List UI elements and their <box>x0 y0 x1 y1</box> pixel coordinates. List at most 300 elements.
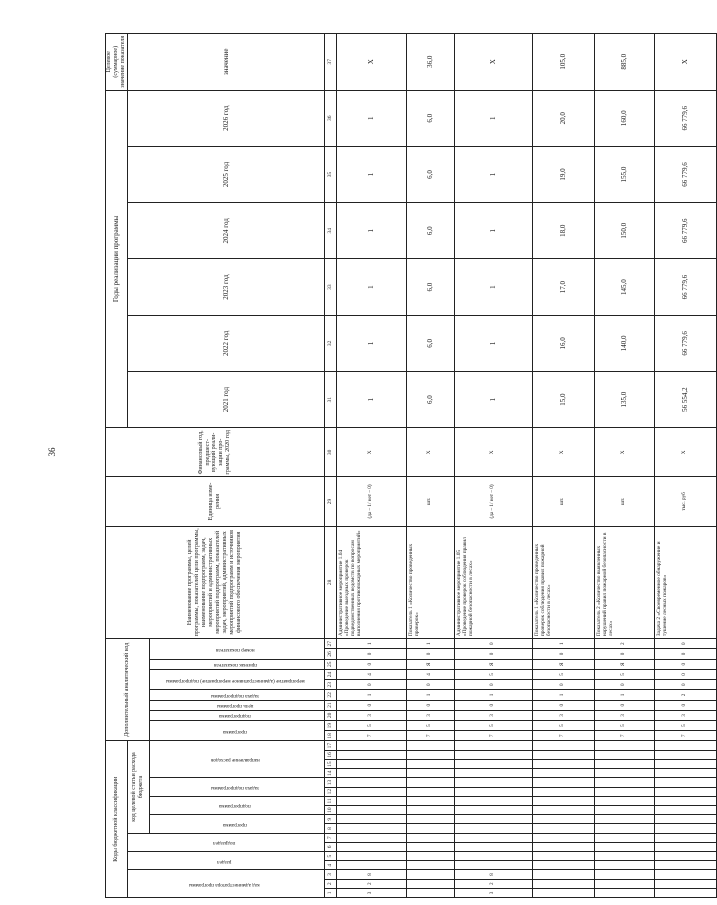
column-index-cell: 29 <box>324 477 336 526</box>
add-code-program-1: 7 <box>654 731 716 741</box>
budget-code-cell <box>594 796 654 805</box>
add-code-measure-2: 5 <box>594 669 654 679</box>
admin-code-digit: 8 <box>336 870 406 879</box>
column-index-cell: 33 <box>324 259 336 315</box>
budget-code-cell <box>406 750 454 759</box>
add-code-indicator-num-1: 0 <box>654 649 716 659</box>
header-years-group: Годы реализации программы <box>106 90 128 428</box>
add-code-program-1: 7 <box>532 731 594 741</box>
add-code-measure-1: 0 <box>336 680 406 690</box>
budget-code-cell <box>532 759 594 768</box>
add-code-program-2: 5 <box>406 721 454 731</box>
add-code-goal: 0 <box>594 700 654 710</box>
add-code-indicator-num-2: 0 <box>654 639 716 649</box>
budget-code-cell <box>594 741 654 750</box>
column-index-cell: 13 <box>324 778 336 787</box>
header-subsection: подраздел <box>127 833 324 851</box>
row-unit: (да – 1/ нет – 0) <box>336 477 406 526</box>
admin-code-digit: 8 <box>454 870 532 879</box>
table-body <box>336 34 716 898</box>
column-index-cell: 23 <box>324 680 336 690</box>
budget-code-cell <box>454 741 532 750</box>
budget-code-cell <box>594 787 654 796</box>
row-year-value: 1 <box>336 371 406 427</box>
budget-code-cell <box>532 815 594 824</box>
budget-code-cell <box>336 769 406 778</box>
budget-code-cell <box>406 851 454 860</box>
budget-code-cell <box>594 815 654 824</box>
column-index-cell: 8 <box>324 824 336 833</box>
row-base-year: Х <box>336 428 406 477</box>
add-code-program-1: 7 <box>594 731 654 741</box>
row-year-value: 1 <box>454 90 532 146</box>
add-code-indicator-sign: 0 <box>336 659 406 669</box>
header-year-2022: 2022 год <box>127 315 324 371</box>
add-code-indicator-num-2: 1 <box>532 639 594 649</box>
column-index-cell: 4 <box>324 861 336 870</box>
budget-code-cell <box>406 769 454 778</box>
header-add-indicator-num: номер показателя <box>149 639 324 660</box>
budget-code-cell <box>594 833 654 842</box>
add-code-measure-2: 4 <box>336 669 406 679</box>
header-add-program: программа <box>149 721 324 741</box>
row-unit: (да – 1/ нет – 0) <box>454 477 532 526</box>
add-code-indicator-num-2: 1 <box>406 639 454 649</box>
row-year-value: 17,0 <box>532 259 594 315</box>
header-add-indicator-sign: признак показателя <box>149 659 324 669</box>
header-total-value: значение <box>127 34 324 91</box>
budget-code-cell <box>336 759 406 768</box>
header-base-year: Финансовый год, предшест-вующий реали-зации про-граммы, 2020 год <box>106 428 325 477</box>
budget-code-cell <box>406 796 454 805</box>
budget-code-cell <box>454 815 532 824</box>
table-row <box>532 34 594 898</box>
row-year-value: 15,0 <box>532 371 594 427</box>
add-code-task: 1 <box>406 690 454 700</box>
row-year-value: 1 <box>336 90 406 146</box>
add-code-subprogram: 3 <box>454 710 532 720</box>
column-index-cell: 5 <box>324 851 336 860</box>
admin-code-digit <box>532 870 594 879</box>
add-code-program-2: 5 <box>594 721 654 731</box>
row-base-year: Х <box>594 428 654 477</box>
row-year-value: 66 779,6 <box>654 315 716 371</box>
budget-code-cell <box>654 778 716 787</box>
budget-code-cell <box>594 861 654 870</box>
column-index-cell: 22 <box>324 690 336 700</box>
row-year-value: 20,0 <box>532 90 594 146</box>
row-year-value: 1 <box>454 371 532 427</box>
header-add-subprogram: подпрограмма <box>149 710 324 720</box>
table-row <box>454 34 532 898</box>
add-code-indicator-num-2: 2 <box>594 639 654 649</box>
column-index-cell: 3 <box>324 870 336 879</box>
admin-code-digit: 2 <box>336 879 406 888</box>
add-code-subprogram: 3 <box>532 710 594 720</box>
add-code-measure-1: 0 <box>532 680 594 690</box>
budget-code-cell <box>454 750 532 759</box>
add-code-indicator-num-1: 0 <box>454 649 532 659</box>
add-code-measure-1: 0 <box>594 680 654 690</box>
budget-code-cell <box>454 842 532 851</box>
column-index-cell: 32 <box>324 315 336 371</box>
budget-code-cell <box>654 805 716 814</box>
column-index-cell: 21 <box>324 700 336 710</box>
row-total: 105,0 <box>532 34 594 91</box>
row-unit: шт. <box>594 477 654 526</box>
table-row <box>406 34 454 898</box>
budget-code-cell <box>654 815 716 824</box>
add-code-indicator-sign: Я <box>406 659 454 669</box>
column-index-cell: 14 <box>324 769 336 778</box>
budget-code-cell <box>654 824 716 833</box>
add-code-indicator-num-1: 0 <box>594 649 654 659</box>
budget-code-cell <box>594 759 654 768</box>
row-year-value: 66 779,6 <box>654 146 716 202</box>
budget-code-cell <box>454 778 532 787</box>
row-year-value: 6,0 <box>406 371 454 427</box>
column-index-cell: 7 <box>324 833 336 842</box>
column-index-cell: 6 <box>324 842 336 851</box>
add-code-goal: 0 <box>336 700 406 710</box>
add-code-program-2: 5 <box>532 721 594 731</box>
row-base-year: Х <box>654 428 716 477</box>
budget-code-cell <box>594 851 654 860</box>
column-index-cell: 17 <box>324 741 336 750</box>
row-base-year: Х <box>532 428 594 477</box>
add-code-program-1: 7 <box>336 731 406 741</box>
budget-code-cell <box>406 778 454 787</box>
header-additional-code: Дополнительный аналитический код <box>106 639 150 741</box>
row-total: 885,0 <box>594 34 654 91</box>
budget-code-cell <box>406 842 454 851</box>
row-year-value: 140,0 <box>594 315 654 371</box>
add-code-indicator-num-1: 0 <box>406 649 454 659</box>
row-name: Задача 2 «Своевременное обнаружение и тушение лесных пожаров» <box>654 526 716 639</box>
budget-code-cell <box>406 815 454 824</box>
budget-code-cell <box>654 787 716 796</box>
row-total: 36,0 <box>406 34 454 91</box>
budget-code-cell <box>454 851 532 860</box>
budget-code-cell <box>454 759 532 768</box>
add-code-indicator-sign: Я <box>532 659 594 669</box>
budget-code-cell <box>594 824 654 833</box>
row-year-value: 66 779,6 <box>654 90 716 146</box>
budget-code-cell <box>532 824 594 833</box>
add-code-program-1: 7 <box>454 731 532 741</box>
column-index-cell: 24 <box>324 669 336 679</box>
row-base-year: Х <box>406 428 454 477</box>
add-code-indicator-sign: Я <box>454 659 532 669</box>
admin-code-digit <box>406 870 454 879</box>
column-index-cell: 11 <box>324 796 336 805</box>
table-row <box>594 34 654 898</box>
row-year-value: 145,0 <box>594 259 654 315</box>
budget-code-cell <box>454 824 532 833</box>
budget-code-cell <box>336 787 406 796</box>
admin-code-digit <box>406 888 454 897</box>
add-code-program-1: 7 <box>406 731 454 741</box>
row-year-value: 155,0 <box>594 146 654 202</box>
budget-code-cell <box>336 861 406 870</box>
header-year-2021: 2021 год <box>127 371 324 427</box>
budget-code-cell <box>336 778 406 787</box>
row-year-value: 160,0 <box>594 90 654 146</box>
row-unit: шт. <box>406 477 454 526</box>
row-total: Х <box>654 34 716 91</box>
budget-code-cell <box>654 861 716 870</box>
header-admin-code: код администратора программы <box>127 870 324 898</box>
admin-code-digit <box>654 870 716 879</box>
budget-code-cell <box>336 833 406 842</box>
row-year-value: 1 <box>336 203 406 259</box>
header-target-article: код целевой статьи расхода бюджета <box>127 741 149 833</box>
budget-code-cell <box>532 778 594 787</box>
row-year-value: 1 <box>454 146 532 202</box>
budget-code-cell <box>532 769 594 778</box>
budget-code-cell <box>594 778 654 787</box>
budget-code-cell <box>336 750 406 759</box>
row-year-value: 1 <box>454 315 532 371</box>
budget-code-cell <box>654 750 716 759</box>
admin-code-digit <box>594 870 654 879</box>
header-program: программа <box>149 815 324 833</box>
row-year-value: 18,0 <box>532 203 594 259</box>
add-code-indicator-sign: 0 <box>654 659 716 669</box>
column-index-cell: 9 <box>324 815 336 824</box>
budget-code-cell <box>454 787 532 796</box>
row-name: Административное мероприятие 1.04 «Проведение выездных проверок подведомственных ведомств по вопросам выполнения противопожарных мероприятий» <box>336 526 406 639</box>
admin-code-digit <box>654 879 716 888</box>
row-year-value: 19,0 <box>532 146 594 202</box>
budget-code-cell <box>406 805 454 814</box>
row-name: Административное мероприятие 1.05 «Проведение проверок соблюдения правил пожарной безопасности в лесах» <box>454 526 532 639</box>
column-index-cell: 10 <box>324 805 336 814</box>
header-add-measure: мероприятие (административное мероприятие) подпрограммы <box>149 669 324 689</box>
budget-code-cell <box>336 824 406 833</box>
budget-code-cell <box>336 851 406 860</box>
column-index-cell: 34 <box>324 203 336 259</box>
column-index-cell: 27 <box>324 639 336 649</box>
row-name: Показатель 1 «Количество проведенных проверок» <box>406 526 454 639</box>
budget-code-cell <box>406 741 454 750</box>
row-name: Показатель 1 «Количество проведенных проверок соблюдения правил пожарной безопасности в лесах» <box>532 526 594 639</box>
budget-code-cell <box>454 769 532 778</box>
add-code-task: 2 <box>654 690 716 700</box>
column-index-cell: 16 <box>324 750 336 759</box>
rotated-table-container <box>105 33 690 898</box>
row-unit: шт. <box>532 477 594 526</box>
row-year-value: 1 <box>336 315 406 371</box>
budget-code-cell <box>654 842 716 851</box>
add-code-program-2: 5 <box>454 721 532 731</box>
column-index-cell: 1 <box>324 888 336 897</box>
row-base-year: Х <box>454 428 532 477</box>
column-index-cell: 28 <box>324 526 336 639</box>
row-year-value: 6,0 <box>406 259 454 315</box>
row-name: Показатель 2 «Количество выявленных нарушений правил пожарной безопасности в лесах» <box>594 526 654 639</box>
column-index-cell: 30 <box>324 428 336 477</box>
budget-code-cell <box>336 842 406 851</box>
budget-code-cell <box>532 851 594 860</box>
column-index-cell: 36 <box>324 90 336 146</box>
header-row-groups <box>106 34 128 898</box>
budget-code-cell <box>532 833 594 842</box>
column-index-cell: 15 <box>324 759 336 768</box>
header-year-2024: 2024 год <box>127 203 324 259</box>
add-code-task: 1 <box>594 690 654 700</box>
row-year-value: 6,0 <box>406 146 454 202</box>
admin-code-digit: 3 <box>454 888 532 897</box>
add-code-subprogram: 3 <box>654 710 716 720</box>
table-row <box>336 34 406 898</box>
column-index-row <box>324 34 336 898</box>
add-code-measure-1: 0 <box>454 680 532 690</box>
row-year-value: 1 <box>336 146 406 202</box>
column-index-cell: 37 <box>324 34 336 91</box>
admin-code-digit <box>406 879 454 888</box>
add-code-subprogram: 3 <box>336 710 406 720</box>
add-code-measure-1: 0 <box>406 680 454 690</box>
add-code-program-2: 5 <box>336 721 406 731</box>
budget-code-cell <box>654 851 716 860</box>
column-index-cell: 26 <box>324 649 336 659</box>
add-code-task: 1 <box>336 690 406 700</box>
budget-code-cell <box>654 833 716 842</box>
column-index-cell: 35 <box>324 146 336 202</box>
row-total: Х <box>336 34 406 91</box>
budget-code-cell <box>406 787 454 796</box>
add-code-subprogram: 3 <box>406 710 454 720</box>
admin-code-digit <box>532 879 594 888</box>
row-year-value: 6,0 <box>406 90 454 146</box>
budget-code-cell <box>454 861 532 870</box>
admin-code-digit <box>532 888 594 897</box>
budget-code-cell <box>532 796 594 805</box>
page-number: 36 <box>47 447 57 457</box>
budget-code-cell <box>594 769 654 778</box>
budget-code-cell <box>594 842 654 851</box>
row-year-value: 56 554,2 <box>654 371 716 427</box>
budget-code-cell <box>336 815 406 824</box>
row-year-value: 16,0 <box>532 315 594 371</box>
header-budget-classification: Коды бюджетной классификации <box>106 741 128 898</box>
budget-code-cell <box>532 861 594 870</box>
row-unit: тыс. руб <box>654 477 716 526</box>
row-year-value: 1 <box>454 259 532 315</box>
header-add-goal: цель программы <box>149 700 324 710</box>
add-code-goal: 0 <box>406 700 454 710</box>
admin-code-digit <box>594 879 654 888</box>
program-indicators-table <box>105 33 717 898</box>
budget-code-cell <box>454 833 532 842</box>
budget-code-cell <box>654 759 716 768</box>
header-name: Наименование программы, целей программы, показателей цели программы, наименование подпрограмм, задач, мероприятий и административных мероприятий подпрограмм, показателей задач, мероприятий, административных мероприятий подпрограмм и источников финансового обеспечения мероприятия <box>106 526 325 639</box>
budget-code-cell <box>406 824 454 833</box>
row-year-value: 6,0 <box>406 203 454 259</box>
add-code-task: 1 <box>454 690 532 700</box>
header-year-2023: 2023 год <box>127 259 324 315</box>
add-code-task: 1 <box>532 690 594 700</box>
add-code-indicator-num-1: 0 <box>532 649 594 659</box>
add-code-subprogram: 3 <box>594 710 654 720</box>
budget-code-cell <box>406 861 454 870</box>
add-code-indicator-sign: Я <box>594 659 654 669</box>
admin-code-digit <box>594 888 654 897</box>
header-total: Целевое (суммарное) значение показателя <box>106 34 128 91</box>
admin-code-digit: 3 <box>336 888 406 897</box>
header-add-task: задача подпрограммы <box>149 690 324 700</box>
budget-code-cell <box>336 805 406 814</box>
header-section: раздел <box>127 851 324 869</box>
column-index-cell: 12 <box>324 787 336 796</box>
add-code-measure-2: 5 <box>454 669 532 679</box>
add-code-indicator-num-1: 0 <box>336 649 406 659</box>
add-code-program-2: 5 <box>654 721 716 731</box>
header-subprogram: подпрограмма <box>149 796 324 814</box>
row-year-value: 1 <box>336 259 406 315</box>
budget-code-cell <box>532 787 594 796</box>
column-index-cell: 31 <box>324 371 336 427</box>
budget-code-cell <box>532 805 594 814</box>
row-year-value: 66 779,6 <box>654 259 716 315</box>
header-subprogram-task: задача подпрограммы <box>149 778 324 796</box>
budget-code-cell <box>532 741 594 750</box>
column-index-cell: 20 <box>324 710 336 720</box>
add-code-measure-1: 0 <box>654 680 716 690</box>
column-index-cell: 2 <box>324 879 336 888</box>
add-code-measure-2: 4 <box>406 669 454 679</box>
admin-code-digit: 2 <box>454 879 532 888</box>
admin-code-digit <box>654 888 716 897</box>
row-year-value: 1 <box>454 203 532 259</box>
budget-code-cell <box>532 750 594 759</box>
budget-code-cell <box>336 796 406 805</box>
row-year-value: 6,0 <box>406 315 454 371</box>
add-code-goal: 0 <box>532 700 594 710</box>
header-year-2025: 2025 год <box>127 146 324 202</box>
header-expense-direction: направление расходов <box>149 741 324 778</box>
table-row <box>654 34 716 898</box>
column-index-cell: 19 <box>324 721 336 731</box>
budget-code-cell <box>336 741 406 750</box>
budget-code-cell <box>594 805 654 814</box>
budget-code-cell <box>454 796 532 805</box>
row-total: Х <box>454 34 532 91</box>
add-code-measure-2: 5 <box>532 669 594 679</box>
budget-code-cell <box>406 759 454 768</box>
column-index-cell: 18 <box>324 731 336 741</box>
budget-code-cell <box>454 805 532 814</box>
row-year-value: 135,0 <box>594 371 654 427</box>
row-year-value: 150,0 <box>594 203 654 259</box>
budget-code-cell <box>532 842 594 851</box>
budget-code-cell <box>594 750 654 759</box>
add-code-indicator-num-2: 1 <box>336 639 406 649</box>
column-index-cell: 25 <box>324 659 336 669</box>
budget-code-cell <box>406 833 454 842</box>
header-unit: Единица изме-рения <box>106 477 325 526</box>
add-code-goal: 0 <box>454 700 532 710</box>
add-code-goal: 0 <box>654 700 716 710</box>
budget-code-cell <box>654 741 716 750</box>
row-year-value: 66 779,6 <box>654 203 716 259</box>
add-code-measure-2: 0 <box>654 669 716 679</box>
budget-code-cell <box>654 796 716 805</box>
header-year-2026: 2026 год <box>127 90 324 146</box>
budget-code-cell <box>654 769 716 778</box>
add-code-indicator-num-2: 0 <box>454 639 532 649</box>
